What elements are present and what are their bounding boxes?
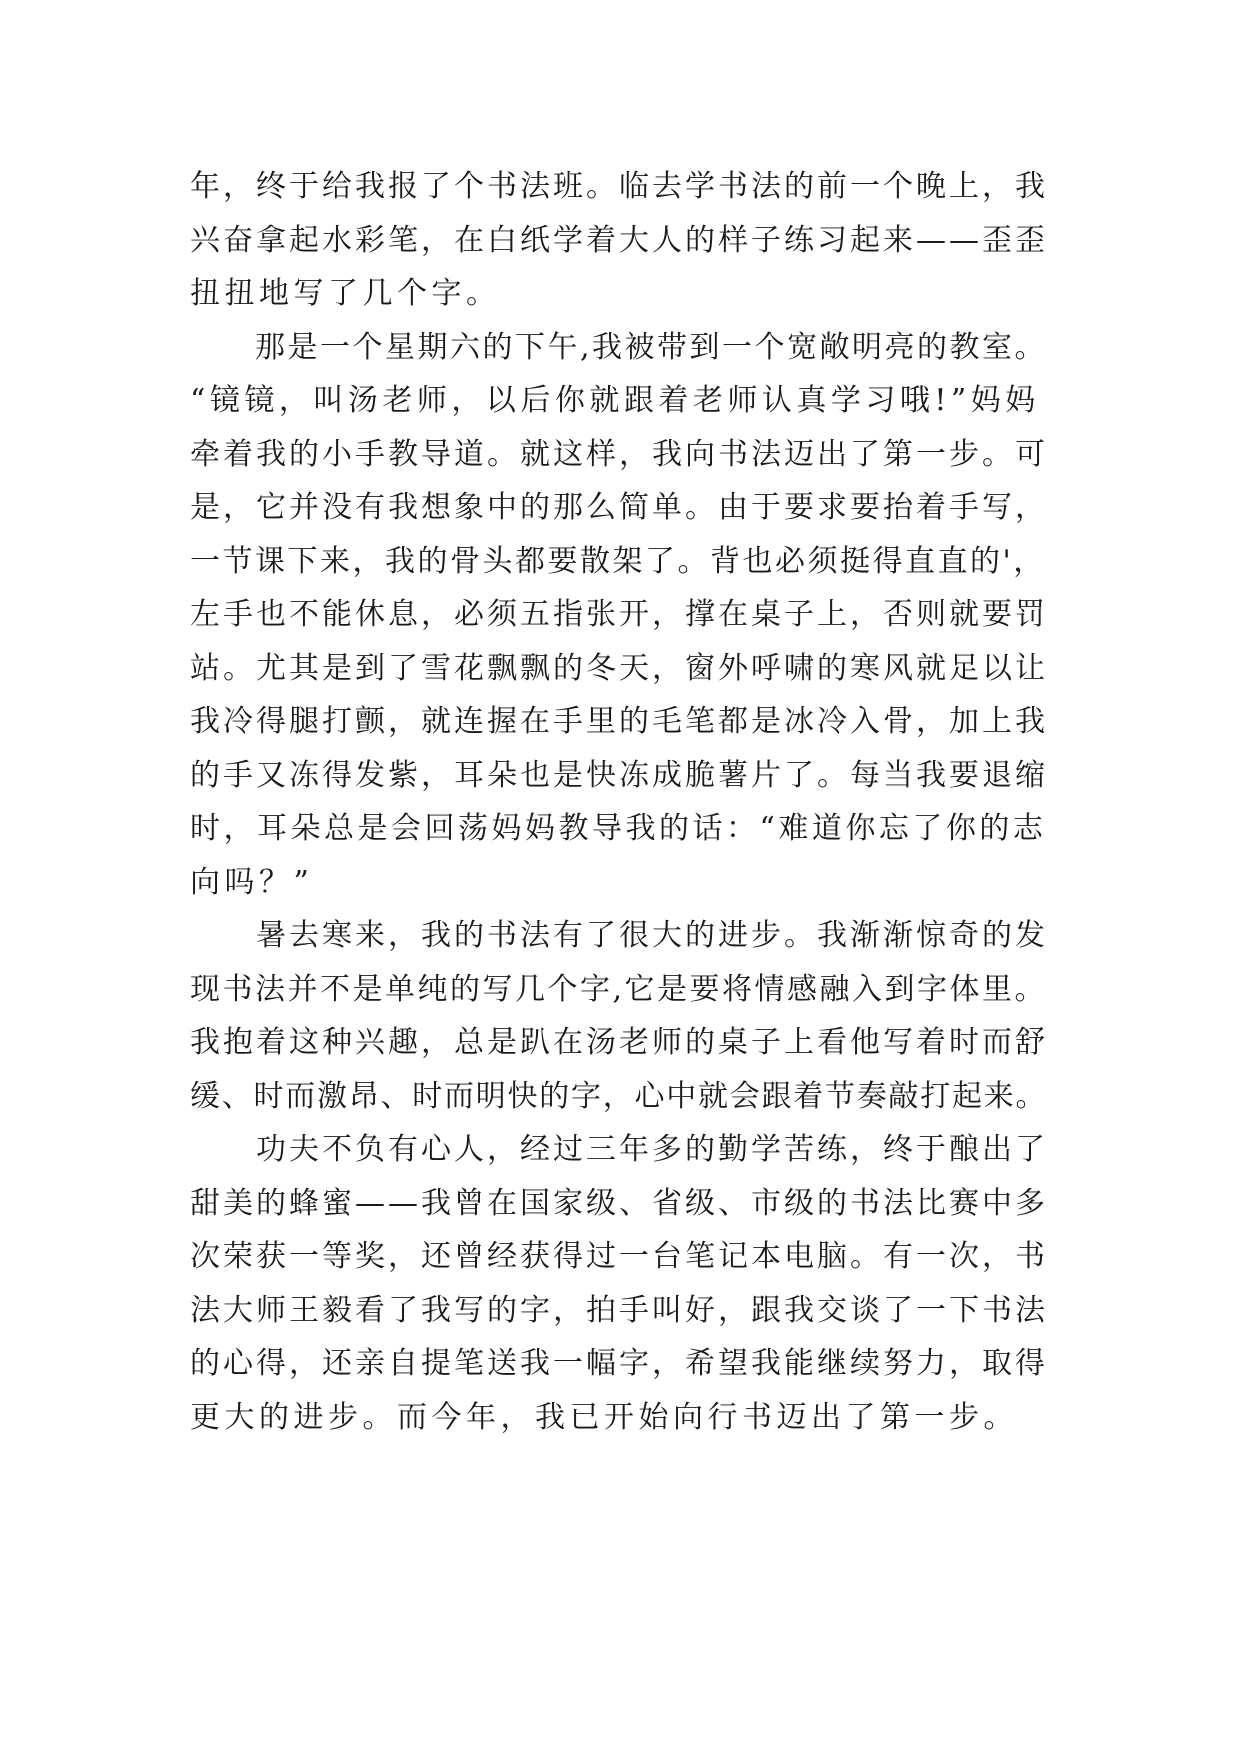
text-line: 那是一个星期六的下午,我被带到一个宽敞明亮的教室。 xyxy=(190,329,1048,365)
text-line: 一节课下来，我的骨头都要散架了。背也必须挺得直直的'， xyxy=(190,543,1046,579)
text-line: 甜美的蜂蜜——我曾在国家级、省级、市级的书法比赛中多 xyxy=(190,1185,1048,1221)
text-line: 是，它并没有我想象中的那么简单。由于要求要抬着手写， xyxy=(190,490,1048,525)
text-line: 次荣获一等奖，还曾经获得过一台笔记本电脑。有一次，书 xyxy=(190,1239,1048,1274)
text-line: 的心得，还亲自提笔送我一幅字，希望我能继续努力，取得 xyxy=(190,1346,1048,1381)
text-line: 我抱着这种兴趣，总是趴在汤老师的桌子上看他写着时而舒 xyxy=(190,1025,1048,1060)
paragraph-4 xyxy=(190,1123,1050,1444)
text-line: 法大师王毅看了我写的字，拍手叫好，跟我交谈了一下书法 xyxy=(190,1292,1048,1328)
text-line: 年，终于给我报了个书法班。临去学书法的前一个晚上，我 xyxy=(190,169,1048,204)
paragraph-2 xyxy=(190,321,1050,910)
text-line: 更大的进步。而今年，我已开始向行书迈出了第一步。 xyxy=(190,1399,1018,1435)
text-line: 我冷得腿打颤，就连握在手里的毛笔都是冰冷入骨，加上我 xyxy=(190,704,1048,739)
text-line: 时，耳朵总是会回荡妈妈教导我的话：“难道你忘了你的志 xyxy=(190,811,1047,846)
text-line: 兴奋拿起水彩笔，在白纸学着大人的样子练习起来——歪歪 xyxy=(190,222,1048,258)
text-line: 站。尤其是到了雪花飘飘的冬天，窗外呼啸的寒风就足以让 xyxy=(190,650,1048,686)
text-line: 的手又冻得发紫，耳朵也是快冻成脆薯片了。每当我要退缩 xyxy=(190,757,1048,793)
text-line: 扭扭地写了几个字。 xyxy=(190,276,501,311)
text-line: 现书法并不是单纯的写几个字,它是要将情感融入到字体里。 xyxy=(190,971,1048,1007)
text-line: 左手也不能休息，必须五指张开，撑在桌子上，否则就要罚 xyxy=(190,597,1048,632)
body-text xyxy=(190,160,1050,1444)
text-line: “镜镜，叫汤老师，以后你就跟着老师认真学习哦!”妈妈 xyxy=(190,383,1040,418)
text-line: 牵着我的小手教导道。就这样，我向书法迈出了第一步。可 xyxy=(190,436,1048,472)
text-line: 缓、时而激昂、时而明快的字，心中就会跟着节奏敲打起来。 xyxy=(190,1078,1048,1114)
text-line: 暑去寒来，我的书法有了很大的进步。我渐渐惊奇的发 xyxy=(190,918,1048,953)
paragraph-1 xyxy=(190,160,1050,321)
text-line: 向吗？” xyxy=(190,864,314,900)
text-line: 功夫不负有心人，经过三年多的勤学苦练，终于酿出了 xyxy=(190,1132,1048,1167)
paragraph-3 xyxy=(190,909,1050,1123)
